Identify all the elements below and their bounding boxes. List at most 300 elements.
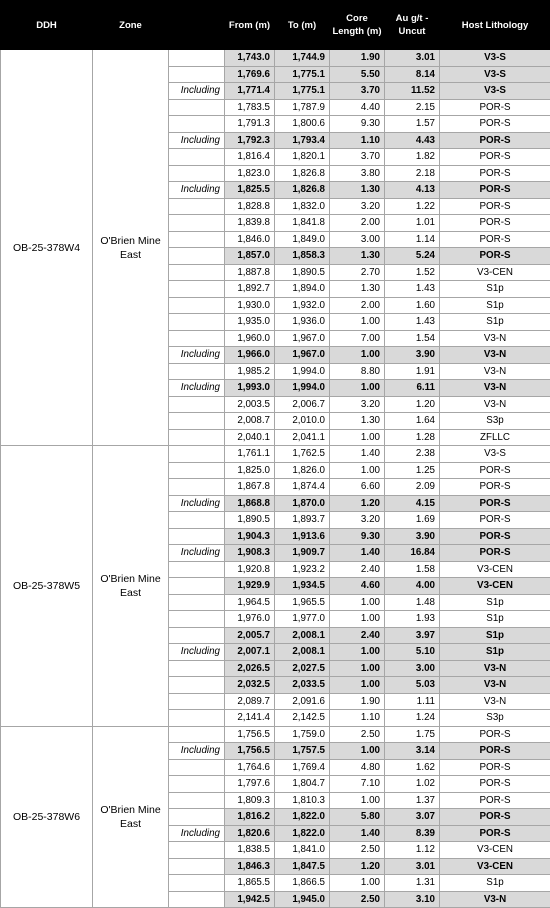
lithology-cell: POR-S: [440, 215, 550, 232]
au-grade-cell: 1.02: [385, 776, 440, 793]
lithology-cell: V3-S: [440, 66, 550, 83]
including-cell: [169, 446, 225, 463]
core-length-cell: 5.80: [330, 809, 385, 826]
to-cell: 1,967.0: [275, 347, 330, 364]
core-length-cell: 1.00: [330, 875, 385, 892]
lithology-cell: POR-S: [440, 495, 550, 512]
core-length-cell: 5.50: [330, 66, 385, 83]
including-cell: Including: [169, 380, 225, 397]
including-cell: [169, 248, 225, 265]
au-grade-cell: 3.01: [385, 50, 440, 67]
including-cell: Including: [169, 545, 225, 562]
from-cell: 1,764.6: [225, 759, 275, 776]
ddh-cell: OB-25-378W4: [1, 50, 93, 446]
lithology-cell: POR-S: [440, 165, 550, 182]
lithology-cell: S3p: [440, 710, 550, 727]
header-ddh: DDH: [1, 1, 93, 50]
core-length-cell: 2.50: [330, 726, 385, 743]
including-cell: Including: [169, 132, 225, 149]
core-length-cell: 8.80: [330, 363, 385, 380]
from-cell: 1,966.0: [225, 347, 275, 364]
from-cell: 2,007.1: [225, 644, 275, 661]
au-grade-cell: 3.01: [385, 858, 440, 875]
au-grade-cell: 1.64: [385, 413, 440, 430]
to-cell: 1,822.0: [275, 825, 330, 842]
core-length-cell: 2.70: [330, 264, 385, 281]
core-length-cell: 4.60: [330, 578, 385, 595]
core-length-cell: 1.40: [330, 545, 385, 562]
from-cell: 1,904.3: [225, 528, 275, 545]
from-cell: 1,846.3: [225, 858, 275, 875]
lithology-cell: POR-S: [440, 776, 550, 793]
to-cell: 1,832.0: [275, 198, 330, 215]
header-including: [169, 1, 225, 50]
including-cell: [169, 578, 225, 595]
from-cell: 1,761.1: [225, 446, 275, 463]
lithology-cell: POR-S: [440, 512, 550, 529]
au-grade-cell: 16.84: [385, 545, 440, 562]
core-length-cell: 3.00: [330, 231, 385, 248]
from-cell: 1,791.3: [225, 116, 275, 133]
lithology-cell: S1p: [440, 297, 550, 314]
lithology-cell: V3-N: [440, 693, 550, 710]
au-grade-cell: 1.82: [385, 149, 440, 166]
core-length-cell: 1.00: [330, 314, 385, 331]
to-cell: 1,994.0: [275, 380, 330, 397]
from-cell: 1,816.4: [225, 149, 275, 166]
to-cell: 1,826.0: [275, 462, 330, 479]
au-grade-cell: 1.57: [385, 116, 440, 133]
including-cell: [169, 363, 225, 380]
header-core-length: Core Length (m): [330, 1, 385, 50]
au-grade-cell: 4.00: [385, 578, 440, 595]
au-grade-cell: 5.24: [385, 248, 440, 265]
including-cell: Including: [169, 825, 225, 842]
including-cell: Including: [169, 743, 225, 760]
au-grade-cell: 1.28: [385, 429, 440, 446]
including-cell: Including: [169, 182, 225, 199]
to-cell: 1,994.0: [275, 363, 330, 380]
lithology-cell: S1p: [440, 611, 550, 628]
from-cell: 1,828.8: [225, 198, 275, 215]
from-cell: 1,769.6: [225, 66, 275, 83]
from-cell: 1,960.0: [225, 330, 275, 347]
header-to: To (m): [275, 1, 330, 50]
au-grade-cell: 1.69: [385, 512, 440, 529]
lithology-cell: ZFLLC: [440, 429, 550, 446]
lithology-cell: V3-CEN: [440, 561, 550, 578]
header-zone: Zone: [93, 1, 169, 50]
from-cell: 1,839.8: [225, 215, 275, 232]
core-length-cell: 1.00: [330, 594, 385, 611]
au-grade-cell: 1.91: [385, 363, 440, 380]
lithology-cell: POR-S: [440, 528, 550, 545]
including-cell: [169, 677, 225, 694]
including-cell: Including: [169, 644, 225, 661]
au-grade-cell: 1.62: [385, 759, 440, 776]
au-grade-cell: 3.07: [385, 809, 440, 826]
lithology-cell: V3-CEN: [440, 858, 550, 875]
au-grade-cell: 2.18: [385, 165, 440, 182]
to-cell: 1,820.1: [275, 149, 330, 166]
core-length-cell: 1.40: [330, 825, 385, 842]
from-cell: 2,026.5: [225, 660, 275, 677]
from-cell: 1,935.0: [225, 314, 275, 331]
core-length-cell: 1.10: [330, 710, 385, 727]
to-cell: 1,945.0: [275, 891, 330, 908]
core-length-cell: 1.00: [330, 743, 385, 760]
from-cell: 1,756.5: [225, 743, 275, 760]
core-length-cell: 3.70: [330, 149, 385, 166]
ddh-cell: OB-25-378W5: [1, 446, 93, 727]
from-cell: 1,929.9: [225, 578, 275, 595]
including-cell: [169, 891, 225, 908]
to-cell: 2,008.1: [275, 627, 330, 644]
including-cell: [169, 215, 225, 232]
lithology-cell: POR-S: [440, 132, 550, 149]
from-cell: 1,976.0: [225, 611, 275, 628]
from-cell: 2,008.7: [225, 413, 275, 430]
including-cell: [169, 660, 225, 677]
table-header: [1, 1, 550, 50]
to-cell: 1,932.0: [275, 297, 330, 314]
lithology-cell: S3p: [440, 413, 550, 430]
core-length-cell: 9.30: [330, 116, 385, 133]
au-grade-cell: 11.52: [385, 83, 440, 100]
including-cell: Including: [169, 495, 225, 512]
to-cell: 1,775.1: [275, 66, 330, 83]
au-grade-cell: 1.60: [385, 297, 440, 314]
including-cell: [169, 594, 225, 611]
including-cell: [169, 561, 225, 578]
including-cell: [169, 759, 225, 776]
lithology-cell: V3-N: [440, 891, 550, 908]
lithology-cell: V3-N: [440, 660, 550, 677]
core-length-cell: 7.10: [330, 776, 385, 793]
to-cell: 2,041.1: [275, 429, 330, 446]
to-cell: 1,923.2: [275, 561, 330, 578]
core-length-cell: 2.40: [330, 561, 385, 578]
including-cell: [169, 858, 225, 875]
to-cell: 1,909.7: [275, 545, 330, 562]
including-cell: [169, 710, 225, 727]
from-cell: 2,089.7: [225, 693, 275, 710]
including-cell: [169, 231, 225, 248]
au-grade-cell: 1.11: [385, 693, 440, 710]
au-grade-cell: 4.13: [385, 182, 440, 199]
from-cell: 1,890.5: [225, 512, 275, 529]
including-cell: [169, 297, 225, 314]
including-cell: [169, 314, 225, 331]
from-cell: 1,825.0: [225, 462, 275, 479]
to-cell: 1,762.5: [275, 446, 330, 463]
lithology-cell: S1p: [440, 875, 550, 892]
core-length-cell: 1.20: [330, 495, 385, 512]
lithology-cell: S1p: [440, 314, 550, 331]
core-length-cell: 1.20: [330, 858, 385, 875]
including-cell: [169, 413, 225, 430]
au-grade-cell: 5.03: [385, 677, 440, 694]
to-cell: 1,841.8: [275, 215, 330, 232]
including-cell: [169, 693, 225, 710]
core-length-cell: 1.00: [330, 347, 385, 364]
lithology-cell: S1p: [440, 644, 550, 661]
from-cell: 1,846.0: [225, 231, 275, 248]
core-length-cell: 2.00: [330, 215, 385, 232]
core-length-cell: 1.00: [330, 380, 385, 397]
lithology-cell: POR-S: [440, 182, 550, 199]
to-cell: 1,847.5: [275, 858, 330, 875]
from-cell: 2,141.4: [225, 710, 275, 727]
core-length-cell: 1.90: [330, 693, 385, 710]
lithology-cell: POR-S: [440, 759, 550, 776]
core-length-cell: 1.00: [330, 792, 385, 809]
to-cell: 1,913.6: [275, 528, 330, 545]
core-length-cell: 1.30: [330, 413, 385, 430]
lithology-cell: POR-S: [440, 231, 550, 248]
core-length-cell: 2.50: [330, 891, 385, 908]
lithology-cell: V3-S: [440, 446, 550, 463]
core-length-cell: 3.20: [330, 512, 385, 529]
au-grade-cell: 3.90: [385, 347, 440, 364]
to-cell: 1,936.0: [275, 314, 330, 331]
including-cell: [169, 264, 225, 281]
including-cell: [169, 116, 225, 133]
to-cell: 1,977.0: [275, 611, 330, 628]
including-cell: [169, 479, 225, 496]
au-grade-cell: 4.43: [385, 132, 440, 149]
including-cell: [169, 281, 225, 298]
from-cell: 1,942.5: [225, 891, 275, 908]
to-cell: 2,027.5: [275, 660, 330, 677]
including-cell: [169, 875, 225, 892]
core-length-cell: 6.60: [330, 479, 385, 496]
to-cell: 1,967.0: [275, 330, 330, 347]
including-cell: [169, 429, 225, 446]
from-cell: 1,783.5: [225, 99, 275, 116]
core-length-cell: 1.00: [330, 660, 385, 677]
including-cell: [169, 149, 225, 166]
from-cell: 2,032.5: [225, 677, 275, 694]
au-grade-cell: 3.10: [385, 891, 440, 908]
core-length-cell: 3.20: [330, 396, 385, 413]
from-cell: 1,816.2: [225, 809, 275, 826]
au-grade-cell: 3.14: [385, 743, 440, 760]
au-grade-cell: 4.15: [385, 495, 440, 512]
core-length-cell: 1.00: [330, 677, 385, 694]
to-cell: 2,033.5: [275, 677, 330, 694]
lithology-cell: POR-S: [440, 99, 550, 116]
lithology-cell: V3-N: [440, 347, 550, 364]
to-cell: 1,759.0: [275, 726, 330, 743]
lithology-cell: POR-S: [440, 792, 550, 809]
from-cell: 1,985.2: [225, 363, 275, 380]
core-length-cell: 1.10: [330, 132, 385, 149]
lithology-cell: V3-N: [440, 396, 550, 413]
au-grade-cell: 1.24: [385, 710, 440, 727]
lithology-cell: V3-N: [440, 677, 550, 694]
header-from: From (m): [225, 1, 275, 50]
including-cell: [169, 99, 225, 116]
au-grade-cell: 1.12: [385, 842, 440, 859]
from-cell: 1,868.8: [225, 495, 275, 512]
including-cell: [169, 776, 225, 793]
ddh-cell: OB-25-378W6: [1, 726, 93, 908]
core-length-cell: 7.00: [330, 330, 385, 347]
including-cell: [169, 330, 225, 347]
to-cell: 1,775.1: [275, 83, 330, 100]
au-grade-cell: 1.37: [385, 792, 440, 809]
including-cell: [169, 512, 225, 529]
table-body: [1, 50, 550, 908]
to-cell: 1,866.5: [275, 875, 330, 892]
lithology-cell: V3-S: [440, 50, 550, 67]
core-length-cell: 1.30: [330, 248, 385, 265]
core-length-cell: 1.00: [330, 462, 385, 479]
from-cell: 1,820.6: [225, 825, 275, 842]
including-cell: [169, 50, 225, 67]
lithology-cell: V3-S: [440, 83, 550, 100]
lithology-cell: V3-CEN: [440, 842, 550, 859]
to-cell: 1,841.0: [275, 842, 330, 859]
from-cell: 1,887.8: [225, 264, 275, 281]
including-cell: [169, 842, 225, 859]
lithology-cell: POR-S: [440, 726, 550, 743]
core-length-cell: 1.00: [330, 429, 385, 446]
lithology-cell: V3-N: [440, 330, 550, 347]
au-grade-cell: 1.48: [385, 594, 440, 611]
zone-cell: O'Brien Mine East: [93, 726, 169, 908]
to-cell: 2,142.5: [275, 710, 330, 727]
au-grade-cell: 1.43: [385, 314, 440, 331]
lithology-cell: POR-S: [440, 248, 550, 265]
from-cell: 1,756.5: [225, 726, 275, 743]
to-cell: 1,810.3: [275, 792, 330, 809]
core-length-cell: 1.40: [330, 446, 385, 463]
from-cell: 1,823.0: [225, 165, 275, 182]
core-length-cell: 4.80: [330, 759, 385, 776]
from-cell: 2,040.1: [225, 429, 275, 446]
lithology-cell: POR-S: [440, 479, 550, 496]
au-grade-cell: 3.00: [385, 660, 440, 677]
including-cell: [169, 528, 225, 545]
lithology-cell: POR-S: [440, 545, 550, 562]
table-row: [1, 726, 550, 743]
including-cell: [169, 627, 225, 644]
au-grade-cell: 1.93: [385, 611, 440, 628]
au-grade-cell: 2.09: [385, 479, 440, 496]
to-cell: 1,870.0: [275, 495, 330, 512]
to-cell: 1,874.4: [275, 479, 330, 496]
from-cell: 1,743.0: [225, 50, 275, 67]
header-host-lithology: Host Lithology: [440, 1, 550, 50]
from-cell: 1,838.5: [225, 842, 275, 859]
to-cell: 1,769.4: [275, 759, 330, 776]
including-cell: [169, 611, 225, 628]
zone-cell: O'Brien Mine East: [93, 50, 169, 446]
to-cell: 1,744.9: [275, 50, 330, 67]
core-length-cell: 1.00: [330, 611, 385, 628]
to-cell: 2,091.6: [275, 693, 330, 710]
au-grade-cell: 1.52: [385, 264, 440, 281]
to-cell: 1,965.5: [275, 594, 330, 611]
including-cell: Including: [169, 347, 225, 364]
from-cell: 1,857.0: [225, 248, 275, 265]
lithology-cell: POR-S: [440, 462, 550, 479]
to-cell: 1,804.7: [275, 776, 330, 793]
lithology-cell: S1p: [440, 281, 550, 298]
au-grade-cell: 3.90: [385, 528, 440, 545]
lithology-cell: POR-S: [440, 116, 550, 133]
to-cell: 1,822.0: [275, 809, 330, 826]
including-cell: [169, 396, 225, 413]
to-cell: 1,893.7: [275, 512, 330, 529]
to-cell: 1,826.8: [275, 165, 330, 182]
from-cell: 1,792.3: [225, 132, 275, 149]
au-grade-cell: 1.58: [385, 561, 440, 578]
lithology-cell: POR-S: [440, 825, 550, 842]
from-cell: 1,964.5: [225, 594, 275, 611]
au-grade-cell: 3.97: [385, 627, 440, 644]
core-length-cell: 3.70: [330, 83, 385, 100]
core-length-cell: 2.50: [330, 842, 385, 859]
to-cell: 1,757.5: [275, 743, 330, 760]
lithology-cell: V3-N: [440, 380, 550, 397]
core-length-cell: 1.00: [330, 644, 385, 661]
from-cell: 1,892.7: [225, 281, 275, 298]
from-cell: 1,908.3: [225, 545, 275, 562]
zone-cell: O'Brien Mine East: [93, 446, 169, 727]
including-cell: [169, 809, 225, 826]
to-cell: 1,890.5: [275, 264, 330, 281]
from-cell: 1,920.8: [225, 561, 275, 578]
from-cell: 2,005.7: [225, 627, 275, 644]
including-cell: [169, 165, 225, 182]
including-cell: [169, 792, 225, 809]
lithology-cell: POR-S: [440, 198, 550, 215]
to-cell: 1,849.0: [275, 231, 330, 248]
including-cell: [169, 726, 225, 743]
au-grade-cell: 8.39: [385, 825, 440, 842]
to-cell: 2,010.0: [275, 413, 330, 430]
to-cell: 1,934.5: [275, 578, 330, 595]
from-cell: 1,825.5: [225, 182, 275, 199]
from-cell: 1,865.5: [225, 875, 275, 892]
lithology-cell: POR-S: [440, 809, 550, 826]
core-length-cell: 1.30: [330, 281, 385, 298]
core-length-cell: 9.30: [330, 528, 385, 545]
au-grade-cell: 1.75: [385, 726, 440, 743]
including-cell: [169, 198, 225, 215]
core-length-cell: 2.00: [330, 297, 385, 314]
core-length-cell: 2.40: [330, 627, 385, 644]
au-grade-cell: 8.14: [385, 66, 440, 83]
lithology-cell: S1p: [440, 594, 550, 611]
au-grade-cell: 1.14: [385, 231, 440, 248]
header-au-grade: Au g/t - Uncut: [385, 1, 440, 50]
to-cell: 1,793.4: [275, 132, 330, 149]
including-cell: [169, 66, 225, 83]
au-grade-cell: 5.10: [385, 644, 440, 661]
core-length-cell: 1.30: [330, 182, 385, 199]
from-cell: 1,809.3: [225, 792, 275, 809]
from-cell: 1,771.4: [225, 83, 275, 100]
au-grade-cell: 6.11: [385, 380, 440, 397]
to-cell: 1,787.9: [275, 99, 330, 116]
au-grade-cell: 1.43: [385, 281, 440, 298]
core-length-cell: 4.40: [330, 99, 385, 116]
to-cell: 1,800.6: [275, 116, 330, 133]
